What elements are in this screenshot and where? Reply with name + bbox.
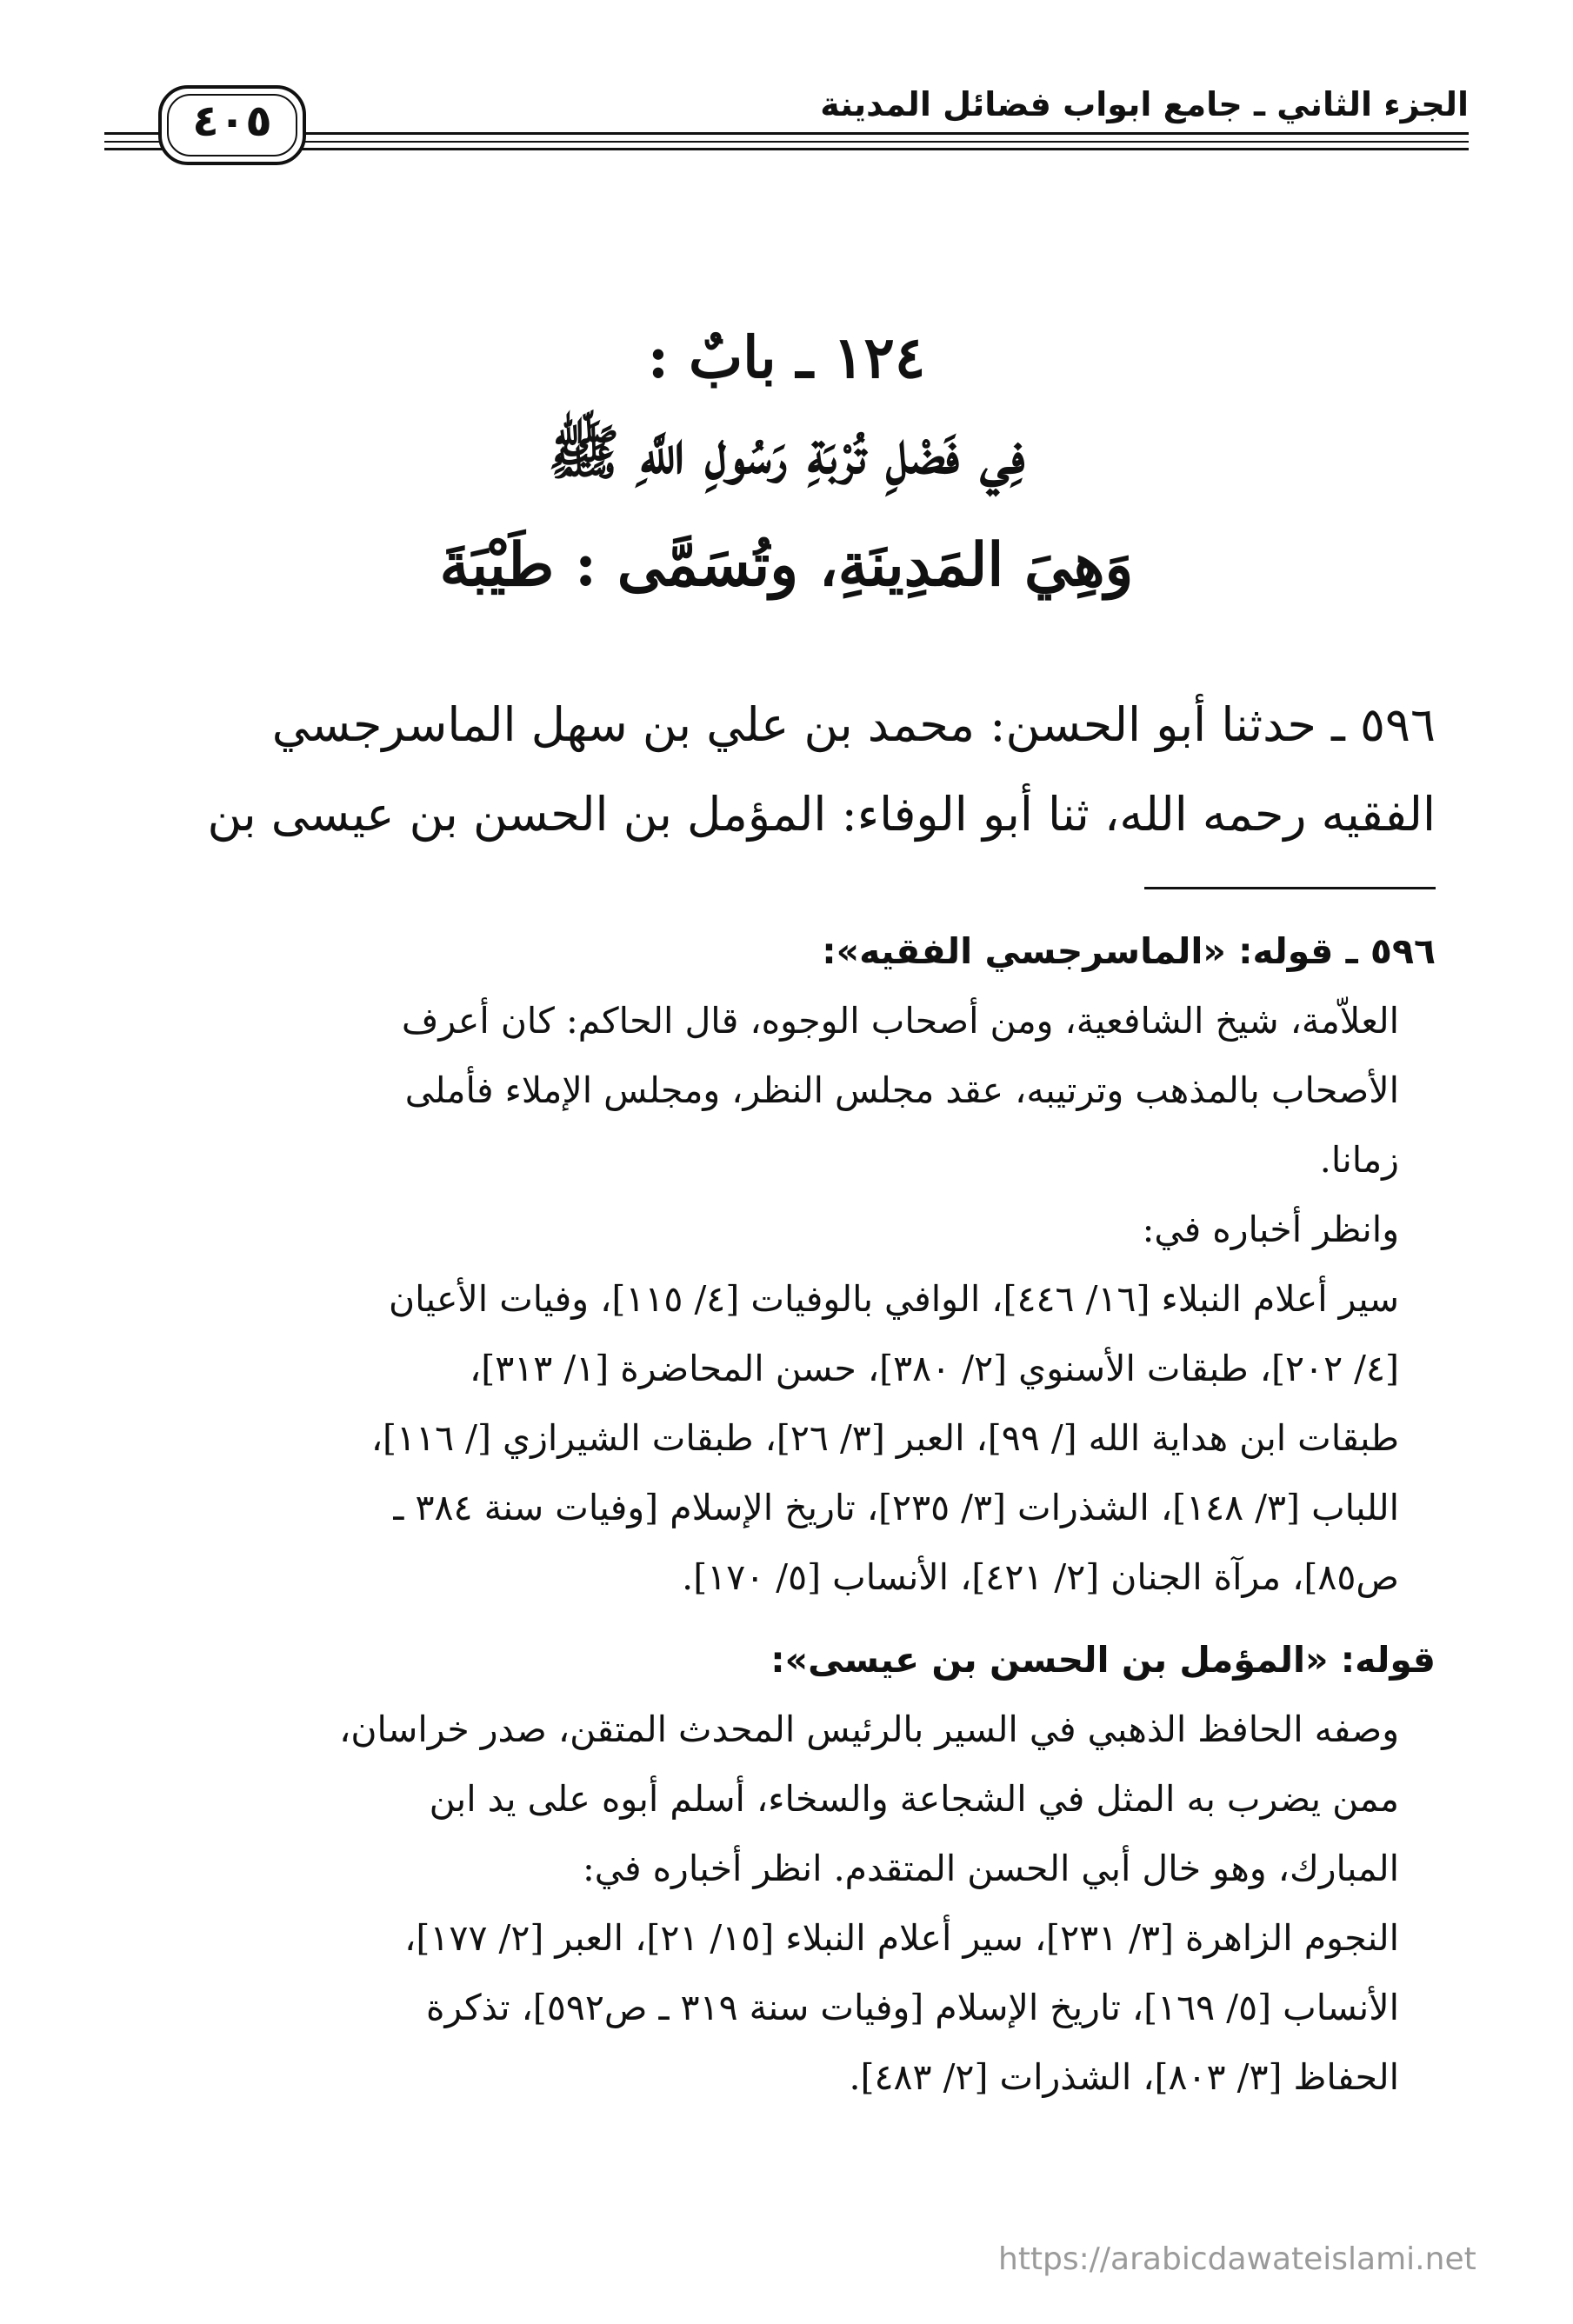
footnote-line: وصفه الحافظ الذهبي في السير بالرئيس المحدث المتقن، صدر خراسان،	[339, 1708, 1399, 1750]
footnote-line: ص٨٥]، مرآة الجنان [٢/ ٤٢١]، الأنساب [٥/ ١٧٠].	[682, 1556, 1399, 1598]
running-header-title: الجزء الثاني ـ جامع ابواب فضائل المدينة	[820, 85, 1469, 123]
footnote-line: سير أعلام النبلاء [١٦/ ٤٤٦]، الوافي بالوفيات [٤/ ١١٥]، وفيات الأعيان	[388, 1278, 1399, 1320]
page-number-frame	[158, 85, 306, 165]
page-number: ٤٠٥	[192, 96, 272, 146]
footnote-heading: ٥٩٦ ـ قوله: «الماسرجسي الفقيه»:	[822, 930, 1436, 972]
header-rule	[104, 148, 1469, 150]
footnote-line: وانظر أخباره في:	[1142, 1209, 1399, 1250]
footnote-line: النجوم الزاهرة [٣/ ٢٣١]، سير أعلام النبلاء [١٥/ ٢١]، العبر [٢/ ١٧٧]،	[404, 1917, 1399, 1959]
footnote-line: زمانا.	[1319, 1139, 1399, 1181]
main-text-line: ٥٩٦ ـ حدثنا أبو الحسن: محمد بن علي بن سهل الماسرجسي	[271, 697, 1436, 752]
footnote-line: طبقات ابن هداية الله [/ ٩٩]، العبر [٣/ ٢٦]، طبقات الشيرازي [/ ١١٦]،	[370, 1417, 1399, 1459]
footnote-line: ممن يضرب به المثل في الشجاعة والسخاء، أسلم أبوه على يد ابن	[429, 1778, 1399, 1820]
footnote-line: الحفاظ [٣/ ٨٠٣]، الشذرات [٢/ ٤٨٣].	[849, 2056, 1399, 2098]
main-text-line: الفقيه رحمه الله، ثنا أبو الوفاء: المؤمل بن الحسن بن عيسى بن	[207, 787, 1436, 842]
footnote-line: المبارك، وهو خال أبي الحسن المتقدم. انظر أخباره في:	[582, 1848, 1399, 1889]
footnote-line: اللباب [٣/ ١٤٨]، الشذرات [٣/ ٢٣٥]، تاريخ الإسلام [وفيات سنة ٣٨٤ ـ	[393, 1487, 1399, 1528]
chapter-number: ١٢٤ ـ بابٌ :	[647, 323, 926, 391]
chapter-title-line: فِي فَضْلِ تُرْبَةِ رَسُولِ اللَّهِ ﷺ	[548, 418, 1025, 488]
header-rule	[104, 141, 1469, 143]
watermark-url: https://arabicdawateislami.net	[998, 2241, 1476, 2277]
chapter-title-line: وَهِيَ المَدِينَةِ، وتُسَمَّى : طَيْبَةَ	[439, 530, 1134, 600]
header-rule	[104, 132, 1469, 135]
footnote-line: العلاّمة، شيخ الشافعية، ومن أصحاب الوجوه، قال الحاكم: كان أعرف	[401, 1000, 1399, 1042]
footnote-separator	[1144, 887, 1436, 889]
footnote-line: الأنساب [٥/ ١٦٩]، تاريخ الإسلام [وفيات سنة ٣١٩ ـ ص٥٩٢]، تذكرة	[425, 1987, 1399, 2028]
footnote-line: [٤/ ٢٠٢]، طبقات الأسنوي [٢/ ٣٨٠]، حسن المحاضرة [١/ ٣١٣]،	[470, 1348, 1399, 1389]
footnote-heading: قوله: «المؤمل بن الحسن بن عيسى»:	[770, 1639, 1436, 1681]
footnote-line: الأصحاب بالمذهب وترتيبه، عقد مجلس النظر، ومجلس الإملاء فأملى	[404, 1069, 1399, 1111]
